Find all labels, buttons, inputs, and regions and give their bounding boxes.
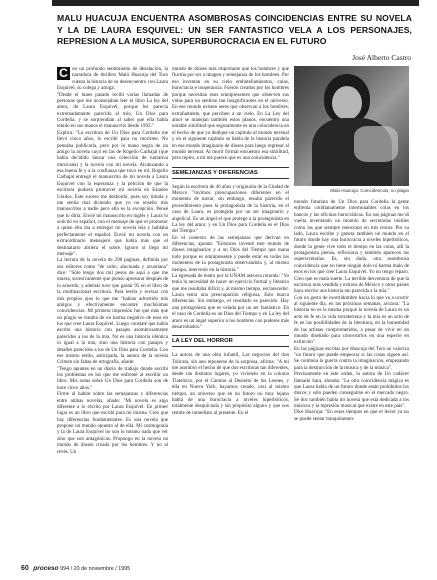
paragraph: En el contexto de las semejanzas que derivan en diferencias, apunta: "Entonces inventé este mundo de dioses imaginarios y a un Dios del Tiempo que mana todo porque es omnipresente y puede estar en todos los momentos de la protagonista observándola y, al mismo tiempo, intervenir en la historia.": [172, 234, 289, 273]
paragraph: Dice Huacuja: "En estos tiempos en que el lector ya no se puede sentar tranquilamen-: [294, 409, 409, 422]
paragraph: "Tengo apuntes en un diario de trabajo donde escribí los problemas en los que me enfrenté al escribir un libro. Mis notas sobre Un Dios para Cordelia son de hace cinco años.": [57, 365, 168, 391]
paragraph: La autora de una obra infantil, Las negocios del don Tolicata, sin aun reponerse de la sorpresa, afirma: "A mí me asombró el hecho de que dos escritoras tan diferentes, desde tan distintos lugares, yo viviendo en la colonia Tlatelolco, por el Camino al Desierto de los Leones, y ella en Nueva York, hayamos creado, casi al mismo tiempo, un universo que en un futuro no muy lejano habla de una burocracia a niveles hiperbólicos, totalmente desquiciada y sin propósito alguno y que nos remite de inmediato al presente. En el: [172, 352, 289, 416]
paragraph: La egresada de teatro por la UNAM asevera rotunda: "Yo tenía la necesidad de hacer un ejercicio formal y literario que me resultaba difícil y, al mismo tiempo, esclarecedor. Laura tenía una preocupación religiosa. Esto marca diferencias. Sin embargo, el resultado es parecido. Hay una protagonista que es velada por un ser fantástico. En el caso de Cordelia es un Dios del Tiempo y en La ley del amor es un ángel superior a los hombres con poderes más desarrollados.": [172, 272, 289, 330]
page-footer: [21, 565, 130, 572]
article-headline: MALU HUACUJA ENCUENTRA ASOMBROSAS COINCIDENCIAS ENTRE SU NOVELA Y LA DE LAURA ESQUIVEL: UN SER FANTASTICO VELA A LOS PERSONAJES, REPRESION A LA MUSICA, SUPERBUROCRACIA EN EL FUTURO: [57, 13, 412, 47]
photo-caption: Malú Huacuja. Coincidencias, no plagio: [330, 188, 409, 193]
page-number: 60: [21, 565, 29, 572]
issue-info: 994 / 20 de noviembre / 1995: [60, 566, 131, 572]
article-column-3: [294, 199, 409, 545]
author-byline: José Alberto Castro: [352, 53, 411, 62]
photo-highlight-shape: [354, 126, 398, 162]
paragraph: Con un gesto de incertidumbre hacia lo que va a ocurrir al siguiente día, en las próximas semanas, avizora: "La historia no es la misma porque la novela de Laura es un acto de fe en la vida extraterrena y la mía es un acto de fe en las posibilidades de la literatura, en la honestidad de las artistas comprometidos, a pesar de vivir en un mundo diseñado para convertirlos en una especie en extinción".: [294, 294, 409, 346]
section-heading-semejanzas: SEMEJANZAS Y DIFERENCIAS: [172, 167, 289, 179]
article-column-1: [57, 66, 168, 550]
paragraph: [57, 66, 168, 92]
section-heading-horror: LA LEY DEL HORROR: [172, 335, 289, 347]
paragraph: mundo futurista de Un Dios para Cordelia la gente enfrenta cotidianamente interminables colas en los bancos y las oficinas burocráticas. En sus páginas me di vuelta inventando un montón de secretarías inútiles como las que siempre menciono en mis textos. Por su lado, Laura escribe y genera también un mundo en el futuro donde hay una burocracia a niveles hiperbólicos, donde la gente vive todo el tiempo en las colas, allí la protagonista piensa, reflexiona y también aparecen las superscretarías. Es, sin duda, otra asombrosa coincidencia que no tiene ningún dolo ni karma malo de esos en los que cree Laura Esquivel. Yo no tengo reparo. Creo que es mala suerte. La terrible desventura de que la escritora más vendida y exitosa de México y otros países haya escrito una historia tan parecida a la mía.": [294, 199, 409, 295]
paragraph: Explica: "La escritura de Un Dios para Cordelia me llevó cinco años, lo escribí para no morirme. No pensaba publicarla, pero por la mano negra de un amigo la novela cayó en las de Rogelio Carbajal (que había decidido lanzar una colección de narrativa mexicana) y la novela con mi novela. Alcanzando a esa buena fe y a la confianza que tuvo en mí, Rogelio Carbajal entregó el manuscrito de mi novela a Laura Esquivel con la esperanza y la petición de que la escritora pudiera promover mi novela en Estados Unidos. Este suceso me desbordó, pues soy tímida y me sentía mal diciendo que yo no enseño mis manuscritos a nadie pero ella es la excepción. Pensé que lo diría. Envié mi manuscrito en inglés y Laura lo solicitó en español, con el mensaje de que el promotor a quien ella iba a entregar mi novela leía y hablaba perfectamente el español. Envié mi novela con un extraordinario mensajero que había más que el destinatario abriera el sobre. Ignoro si llegó mi mensaje".: [57, 129, 168, 257]
paragraph-text: on un profundo sentimiento de desolación, la narradora de thrillers Malú Huacuja del Toro cuenta la historia de su desencuentro con Laura Esquivel, su colega y amiga:: [57, 66, 168, 92]
paragraph: mundo de dioses más importante que los hombres y que fluctúa por ser a imagen y semejanza de los hombres. Por eso inventan en su cielo embotellamientos, colas, burocracia e inoperancia. Fueron creados por los hombres porque necesitan esos omnipresentes que observen sus vidas para no sentirse tan insignificantes en el universo. En ese mundo existen seres que observan a los hombres, extrañamente, que perciben a un cielo. En La Ley del amor se manejan también estos planos, encuentro una notable similitud que seguramente es una coincidencia en el hecho de que yo dedique un capítulo al mundo terrenal y en el siguiente capítulo se habla de la historia paralela en ese mundo imaginario de dioses para luego regresar al mundo terrenal. Al morir formal encuentro esa similitud, pero repito, a mí me parece que es una coincidencia.": [172, 66, 289, 162]
paragraph: Según la escritora de 46 años y originaria de la Ciudad de México "tuvimos preocupaciones diferentes en el momento de narrar, sin embargo, resulta parecido el procedimiento pues la protagonista de la historia, en el caso de Laura, es protegida por un ser imaginario y angelical. Es un ángel el que protege a la protagonista en La ley del amor, y en Un Dios para Cordelia es el Dios del Tiempo.": [172, 183, 289, 235]
article-column-2: [172, 66, 289, 546]
drop-cap: C: [57, 67, 70, 80]
paragraph: Firme al hablar sobre las semejanzas y diferencias entre ambas novelas, añade: "Mi novela es algo diferente a lo escrito por Laura Esquivel. En primer lugar es un libro que escribí para mí misma. Creo que hay diferencias fundamentales. Es una novela que propone un mundo opuesto al de ella. Mi cosmogonía y la de Laura Esquivel no son lo mismo nada que ver sino que son antagónicas. Propongo en la novela un mundo de dioses creado por los hombres. Y no al revés. Un: [57, 391, 168, 455]
paragraph: "Desde el lunes pasado recibí varias llamadas de personas que me aconsejaban leer el libro La ley del amor, de Laura Esquivel, porque les parecía extremadamente parecido al mío, Un Dios para Cordelia, y se sorprendían al saber que ella había tenido en sus manos el manuscrito desde 1993.": [57, 91, 168, 130]
paragraph: En las páginas escritas por Huacuja del Toro se valoriza "un futuro que puede empeorar si las cosas siguen así. Se continúa la guerra contra la imaginación, empezando para la destrucción de la música y de la música".: [294, 345, 409, 371]
top-rule: [52, 0, 419, 6]
author-photo: [294, 66, 409, 186]
paragraph: Precisamente en este orden, la autora de Un cadáver llamado Sara, ahonda: "La otra coincidencia mágica es que Laura habla de un futuro donde están prohibidos los discos y sólo pueden conseguirse en el mercado negro. Se doc también habla mi novela que está dedicada a los músicos y la represión musical que existe en este país".: [294, 371, 409, 409]
photo-face-shape: [332, 86, 362, 120]
magazine-name: proceso: [33, 565, 59, 572]
paragraph: La lectura de la novela de 298 páginas, definida por sus editores como "de culto, alucinada y acuariana" dice: "Sólo tengo dos mil pesos de aquí a que me muera, sucesivamente que pienso apresurar después de lo acuerdo, y además tuve que gastar 95 en el libro de la multinacional escritora. Para leerla y revisar con mis propios ojos lo que me "habían advertido mis amigos y efectivamente encontré muchísimas coincidencias. Mi primera impresión fue que más que un plagio se trataba de un karma negativo de esos en los que cree Laura Esquivel. Luego constaté que había escrito una historia con pasajes asombrosamente parecidos a los de la mía. No es una historia idéntica ni igual a la mía, sino una historia con pasajes y detalles parecidos a los de Un Dios para Cordelia. Con ese mismo estilo, anticipada, la autora de la novela Crimen sin faltas de ortografía, añade:: [57, 257, 168, 366]
